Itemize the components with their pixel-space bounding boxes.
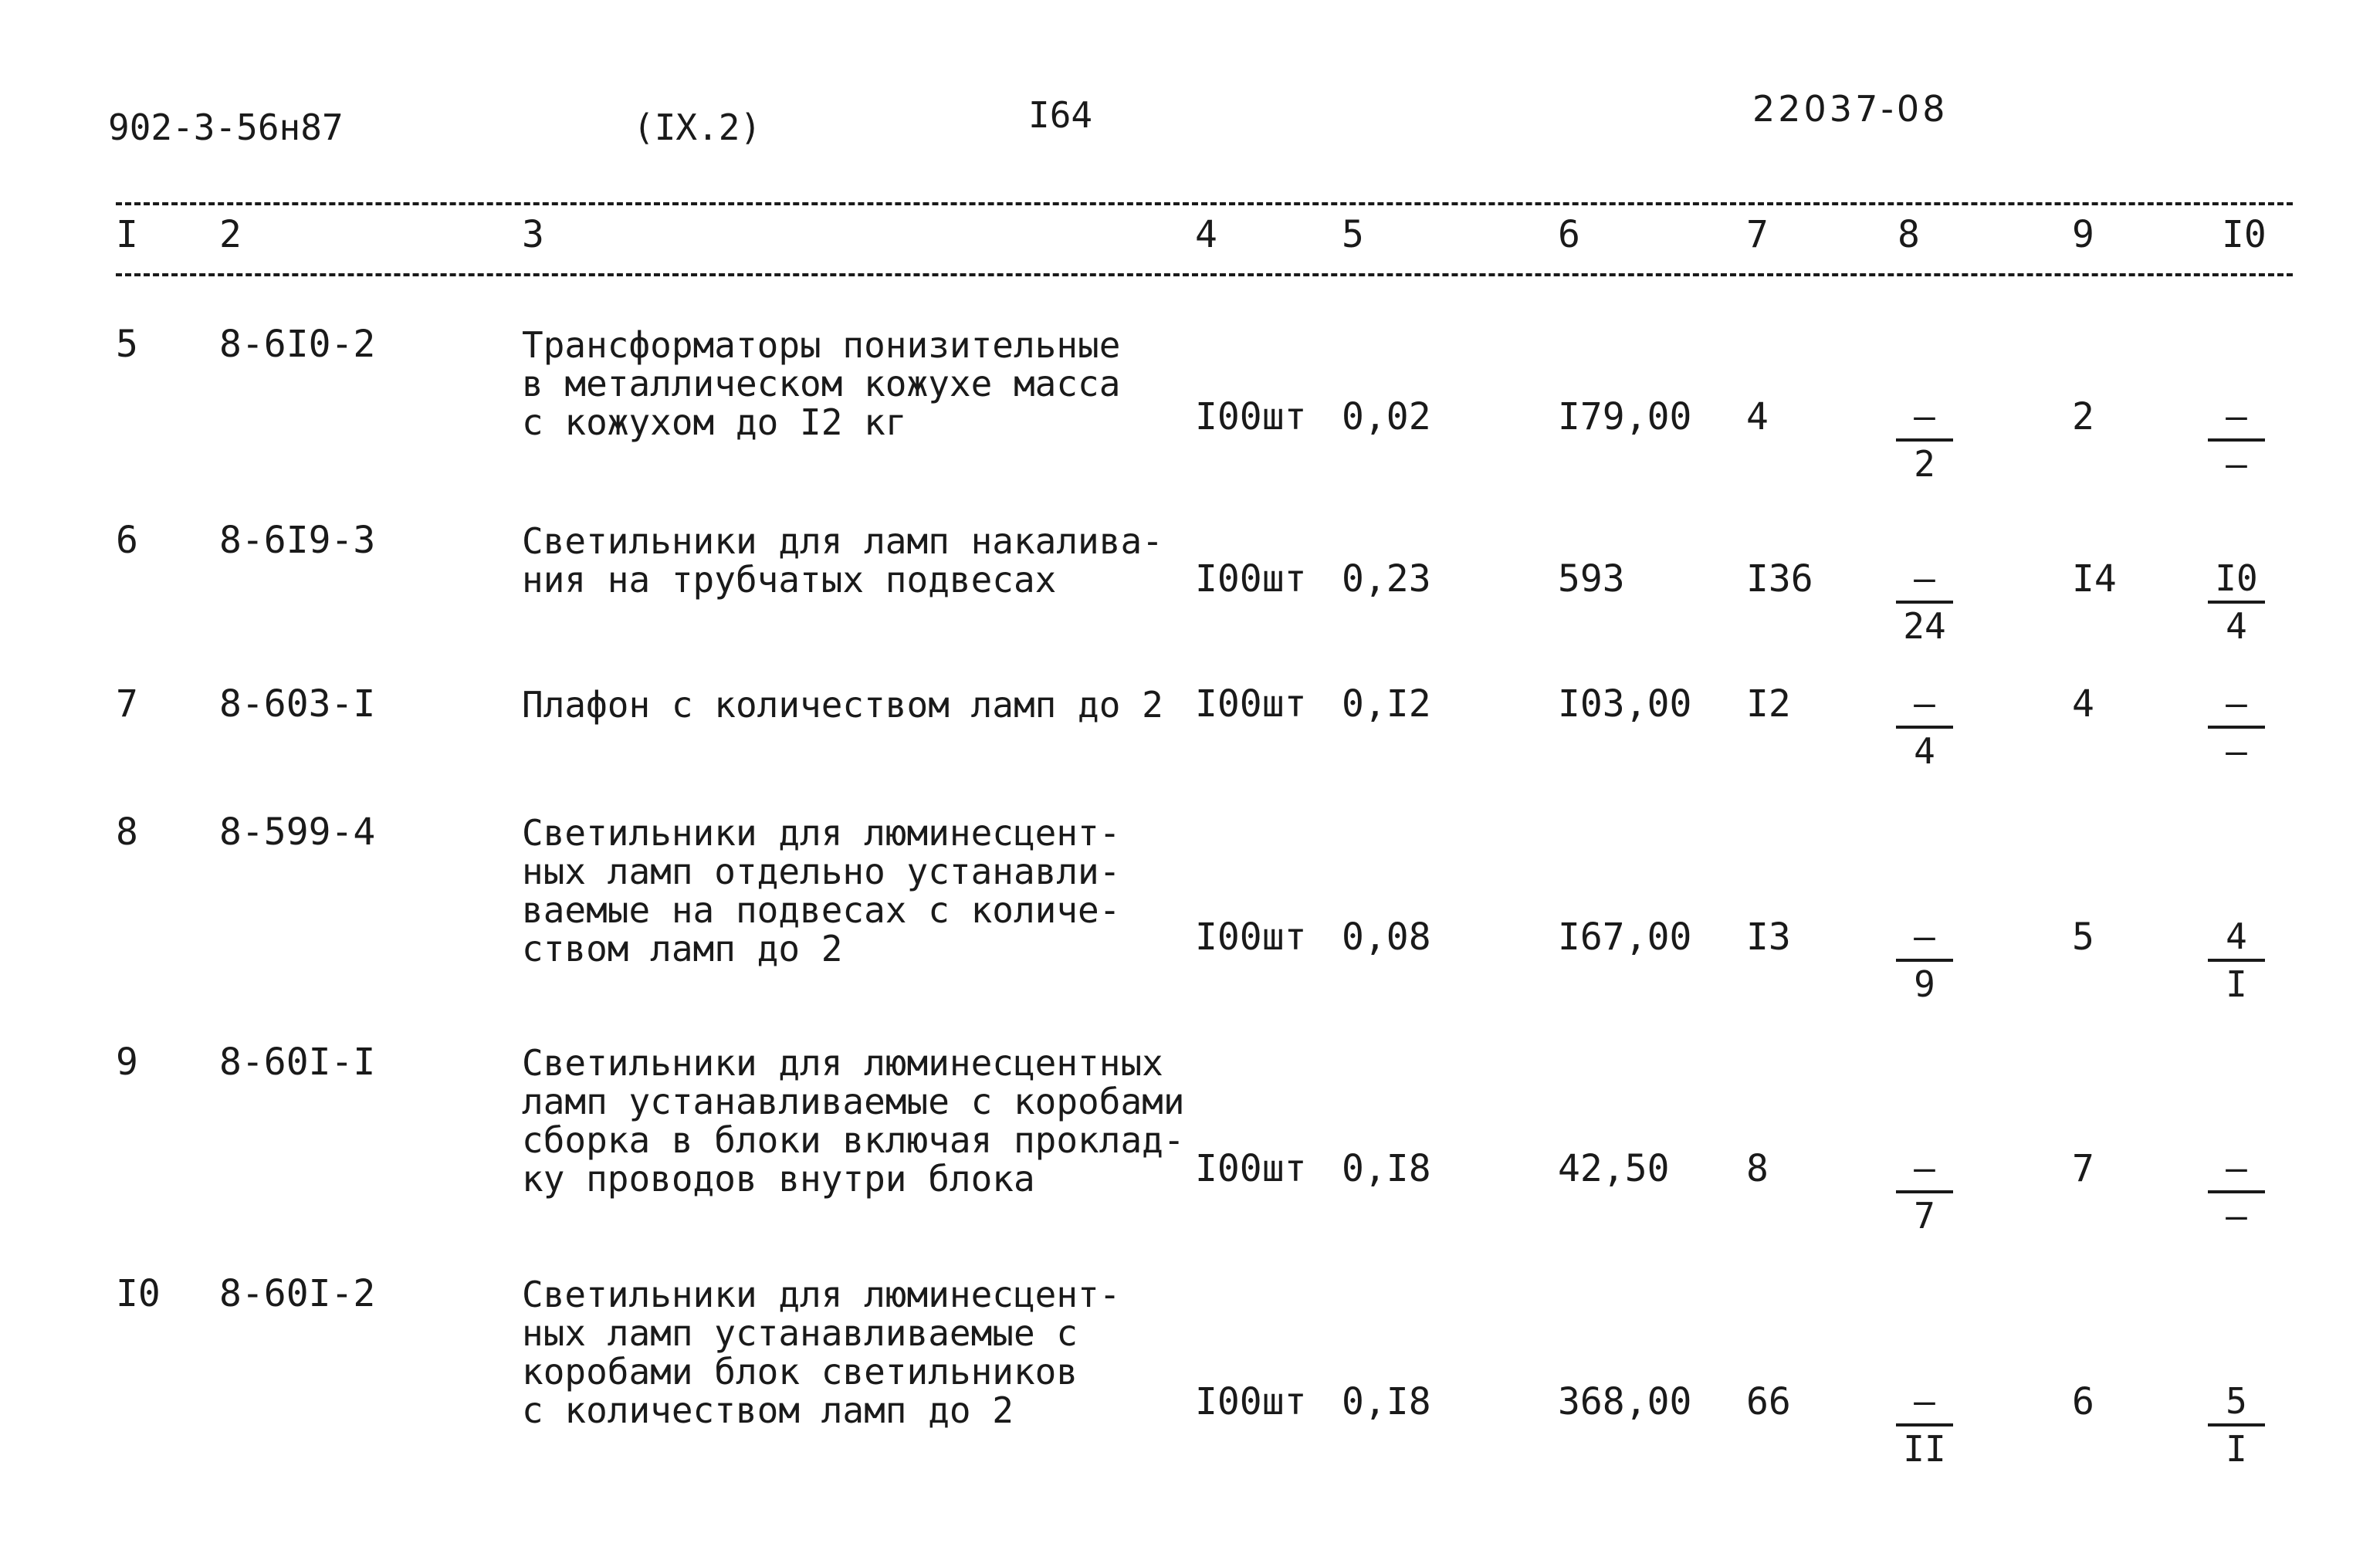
fraction-bottom: 4 (1914, 730, 1935, 772)
col10-fraction (2208, 915, 2265, 1005)
col10-fraction (2208, 682, 2265, 772)
description-line: Трансформаторы понизительные (522, 324, 1121, 366)
col8-fraction (1896, 395, 1953, 485)
norm-code: 8-6I9-3 (219, 519, 376, 562)
unit: I00шт (1195, 395, 1307, 438)
fraction-bottom: I (2226, 1428, 2247, 1470)
col10-fraction (2208, 1147, 2265, 1237)
table-rule-bottom (116, 273, 2293, 276)
col-header-3: 3 (522, 213, 544, 256)
fraction-top: I0 (2215, 557, 2258, 599)
col-header-2: 2 (219, 213, 242, 256)
description-line: в металлическом кожухе масса (522, 363, 1121, 404)
col8-fraction (1896, 682, 1953, 772)
col-header-8: 8 (1898, 213, 1920, 256)
fraction-bottom: – (2226, 730, 2247, 772)
fraction-top: – (1914, 915, 1935, 957)
fraction-bar (2208, 1190, 2265, 1193)
fraction-bar (1896, 601, 1953, 604)
norm-code: 8-599-4 (219, 811, 376, 854)
fraction-bottom: 24 (1903, 605, 1946, 647)
table-rule-top (116, 202, 2293, 205)
col7-value: 4 (1746, 395, 1769, 438)
fraction-top: – (1914, 1147, 1935, 1189)
fraction-top: – (1914, 1380, 1935, 1422)
quantity: 0,08 (1342, 915, 1431, 959)
description-line: Светильники для люминесцент- (522, 812, 1121, 854)
work-description (522, 814, 1120, 968)
description-line: Светильники для люминесцентных (522, 1042, 1163, 1084)
row-number: 8 (116, 811, 138, 854)
fraction-top: – (2226, 1147, 2247, 1189)
fraction-top: – (1914, 395, 1935, 437)
description-line: ных ламп отдельно устанавли- (522, 851, 1121, 892)
fraction-bottom: – (2226, 443, 2247, 485)
doc-code: 902-3-56н87 (108, 107, 344, 148)
fraction-bar (2208, 438, 2265, 442)
description-line: ку проводов внутри блока (522, 1158, 1035, 1200)
quantity: 0,I2 (1342, 682, 1431, 726)
col9-value: 6 (2072, 1380, 2094, 1423)
col9-value: I4 (2072, 557, 2117, 601)
quantity: 0,I8 (1342, 1147, 1431, 1190)
work-description (522, 326, 1120, 442)
fraction-top: – (2226, 395, 2247, 437)
col8-fraction (1896, 1147, 1953, 1237)
col9-value: 5 (2072, 915, 2094, 959)
description-line: ством ламп до 2 (522, 928, 843, 970)
unit-price: I67,00 (1558, 915, 1692, 959)
fraction-bottom: 2 (1914, 443, 1935, 485)
work-description (522, 1275, 1120, 1430)
description-line: Светильники для люминесцент- (522, 1274, 1121, 1315)
fraction-bar (1896, 1423, 1953, 1426)
unit: I00шт (1195, 557, 1307, 601)
album-number: 22037-08 (1752, 88, 1948, 130)
col7-value: I36 (1746, 557, 1813, 601)
quantity: 0,23 (1342, 557, 1431, 601)
fraction-bottom: 9 (1914, 963, 1935, 1005)
section-number: (IX.2) (633, 107, 762, 148)
col8-fraction (1896, 557, 1953, 647)
description-line: ных ламп устанавливаемые с (522, 1312, 1078, 1354)
fraction-bar (2208, 601, 2265, 604)
col-header-4: 4 (1195, 213, 1217, 256)
fraction-top: – (2226, 682, 2247, 724)
norm-code: 8-60I-I (219, 1041, 376, 1084)
unit-price: 42,50 (1558, 1147, 1670, 1190)
col8-fraction (1896, 1380, 1953, 1470)
fraction-bar (1896, 726, 1953, 729)
unit-price: 368,00 (1558, 1380, 1692, 1423)
row-number: 5 (116, 323, 138, 366)
quantity: 0,I8 (1342, 1380, 1431, 1423)
fraction-bottom: I (2226, 963, 2247, 1005)
col10-fraction (2208, 1380, 2265, 1470)
fraction-top: 4 (2226, 915, 2247, 957)
col-header-6: 6 (1558, 213, 1580, 256)
col9-value: 7 (2072, 1147, 2094, 1190)
row-number: I0 (116, 1272, 161, 1315)
unit-price: I79,00 (1558, 395, 1692, 438)
col-header-1: I (116, 213, 138, 256)
col7-value: 8 (1746, 1147, 1769, 1190)
fraction-bar (1896, 959, 1953, 962)
fraction-bar (2208, 959, 2265, 962)
description-line: ламп устанавливаемые с коробами (522, 1081, 1185, 1122)
fraction-top: 5 (2226, 1380, 2247, 1422)
norm-code: 8-60I-2 (219, 1272, 376, 1315)
description-line: сборка в блоки включая проклад- (522, 1119, 1185, 1161)
fraction-bar (1896, 438, 1953, 442)
col-header-5: 5 (1342, 213, 1364, 256)
fraction-top: – (1914, 682, 1935, 724)
row-number: 9 (116, 1041, 138, 1084)
col9-value: 4 (2072, 682, 2094, 726)
col8-fraction (1896, 915, 1953, 1005)
work-description (522, 522, 1163, 599)
description-line: с кожухом до I2 кг (522, 401, 907, 443)
row-number: 6 (116, 519, 138, 562)
row-number: 7 (116, 682, 138, 726)
page-number: I64 (1028, 94, 1093, 136)
description-line: с количеством ламп до 2 (522, 1389, 1014, 1431)
fraction-top: – (1914, 557, 1935, 599)
col-header-7: 7 (1746, 213, 1769, 256)
col-header-10: I0 (2222, 213, 2267, 256)
col7-value: 66 (1746, 1380, 1791, 1423)
col7-value: I2 (1746, 682, 1791, 726)
description-line: Плафон с количеством ламп до 2 (522, 684, 1163, 726)
fraction-bar (2208, 1423, 2265, 1426)
col7-value: I3 (1746, 915, 1791, 959)
work-description (522, 685, 1163, 724)
col-header-9: 9 (2072, 213, 2094, 256)
col9-value: 2 (2072, 395, 2094, 438)
work-description (522, 1044, 1185, 1198)
norm-code: 8-603-I (219, 682, 376, 726)
unit: I00шт (1195, 915, 1307, 959)
unit: I00шт (1195, 682, 1307, 726)
fraction-bottom: – (2226, 1195, 2247, 1237)
description-line: ваемые на подвесах с количе- (522, 889, 1121, 931)
fraction-bar (1896, 1190, 1953, 1193)
unit: I00шт (1195, 1147, 1307, 1190)
fraction-bottom: 7 (1914, 1195, 1935, 1237)
norm-code: 8-6I0-2 (219, 323, 376, 366)
fraction-bar (2208, 726, 2265, 729)
description-line: ния на трубчатых подвесах (522, 559, 1057, 601)
fraction-bottom: II (1903, 1428, 1946, 1470)
description-line: Светильники для ламп накалива- (522, 520, 1163, 562)
unit-price: I03,00 (1558, 682, 1692, 726)
col10-fraction (2208, 557, 2265, 647)
fraction-bottom: 4 (2226, 605, 2247, 647)
description-line: коробами блок светильников (522, 1351, 1078, 1393)
col10-fraction (2208, 395, 2265, 485)
quantity: 0,02 (1342, 395, 1431, 438)
unit: I00шт (1195, 1380, 1307, 1423)
unit-price: 593 (1558, 557, 1625, 601)
